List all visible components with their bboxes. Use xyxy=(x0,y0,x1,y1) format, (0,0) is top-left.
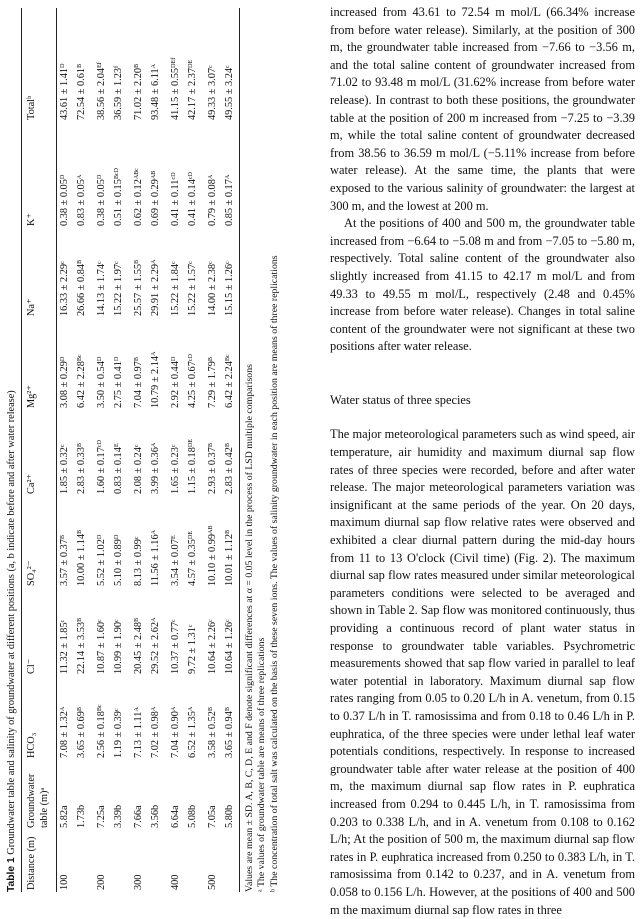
table-row xyxy=(111,8,128,892)
table-cell-total: 38.56 ± 2.04ᴱᶠ xyxy=(95,62,107,120)
spacer xyxy=(330,356,635,373)
table-notes xyxy=(244,8,282,892)
table-row xyxy=(56,8,74,892)
groundwater-table xyxy=(24,8,240,892)
table-cell-table: 3.56b xyxy=(149,804,161,828)
header-k: K⁺ xyxy=(24,122,56,228)
table-cell-distance: 100 xyxy=(58,874,70,890)
table-caption-text: Groundwater table and salinity of groundwater at different positions (a, b indicate before and after water release) xyxy=(6,390,17,855)
table-cell-so4: 4.57 ± 0.35ᴰᴱ xyxy=(186,530,198,586)
table-cell-k: 0.41 ± 0.11ᶜᴰ xyxy=(169,172,181,226)
table-cell-ca: 2.93 ± 0.37ᴮ xyxy=(206,443,218,494)
table-cell-table: 3.39b xyxy=(112,804,124,828)
table-cell-distance xyxy=(74,830,91,892)
table-cell-ca: 2.83 ± 0.42ᴮ xyxy=(222,410,240,496)
table-cell-na: 15.22 ± 1.97ᶜ xyxy=(112,261,124,316)
table-cell-na: 14.00 ± 2.38ᶜ xyxy=(206,261,218,316)
table-cell-total: 71.02 ± 2.20ᴮ xyxy=(132,64,144,120)
table-cell-mg: 7.04 ± 0.97ᴮ xyxy=(132,357,144,408)
table-cell-ca: 2.08 ± 0.24ᶜ xyxy=(132,444,144,494)
table-cell-ca: 2.83 ± 0.33ᴮ xyxy=(75,443,87,494)
table-note: ᵇ The concentration of total salt was calculated on the basis of these seven ions. The values of salinity groundwater in each position are means of three replications xyxy=(269,255,281,892)
table-cell-mg: 10.79 ± 2.14ᴬ xyxy=(149,351,161,408)
table-cell-distance: 200 xyxy=(95,874,107,890)
table-cell-table: 5.82a xyxy=(58,805,70,828)
table-cell-k: 0.38 ± 0.05ᴰ xyxy=(95,174,107,226)
table-cell-total: 72.54 ± 0.61ᴮ xyxy=(75,64,87,120)
table-cell-na: 26.66 ± 0.84ᴮ xyxy=(75,260,87,316)
table-cell-total: 49.55 ± 3.24ᶜ xyxy=(222,8,240,122)
table-cell-total: 49.33 ± 3.07ᶜ xyxy=(206,65,218,120)
header-total: Totalᵇ xyxy=(24,8,56,122)
table-cell-na: 15.15 ± 1.26ᶜ xyxy=(222,228,240,318)
table-cell-ca: 1.60 ± 0.17ᶜᴰ xyxy=(95,440,107,494)
table-cell-distance xyxy=(185,830,202,892)
table-cell-cl: 10.87 ± 1.60ᶜ xyxy=(95,619,107,674)
table-row xyxy=(202,8,222,892)
table-cell-cl: 22.14 ± 3.53ᴮ xyxy=(75,618,87,674)
table-row xyxy=(222,8,240,892)
header-mg: Mg²⁺ xyxy=(24,318,56,410)
table-cell-distance xyxy=(222,830,240,892)
table-caption xyxy=(6,8,19,892)
table-cell-total: 42.17 ± 2.37ᴰᴱ xyxy=(186,59,198,120)
table-cell-hco3: 7.13 ± 1.11ᴬ xyxy=(132,707,144,758)
table-cell-na: 15.22 ± 1.57ᶜ xyxy=(186,261,198,316)
header-hco3: HCO₃ xyxy=(24,676,56,760)
table-cell-distance: 300 xyxy=(132,874,144,890)
table-cell-ca: 1.15 ± 0.18ᴰᴱ xyxy=(186,438,198,494)
table-cell-total: 36.59 ± 1.23ᶠ xyxy=(112,65,124,120)
table-row xyxy=(74,8,91,892)
table-row xyxy=(148,8,165,892)
paragraph-2: At the positions of 400 and 500 m, the groundwater table increased from −6.64 to −5.08 m and from −7.05 to −5.80 m, respectively. Total saline content of the groundwater also slightly increased from 41.15 to 42.17 m mol/L and from 49.33 to 49.55 m mol/L, respectively (2.48 and 0.45% increase from before water release). Changes in total saline content of the groundwater were not significant at these two positions after water release. xyxy=(330,216,635,354)
table-cell-cl: 10.99 ± 1.90ᶜ xyxy=(112,619,124,674)
table-cell-table: 5.08b xyxy=(186,804,198,828)
table-cell-k: 0.41 ± 0.14ᶜᴰ xyxy=(186,172,198,226)
table-row xyxy=(91,8,111,892)
table-cell-cl: 20.45 ± 2.48ᴮ xyxy=(132,618,144,674)
rotated-table xyxy=(0,0,320,900)
table-cell-so4: 3.54 ± 0.07ᴱ xyxy=(169,535,181,586)
table-cell-mg: 3.50 ± 0.54ᴰ xyxy=(95,356,107,408)
header-distance: Distance (m) xyxy=(24,830,56,892)
table-note: Values are mean ± SD. A, B, C, D, E and F denote significant differences at α = 0.05 level in the process of LSD multiple comparisons xyxy=(243,364,255,892)
table-cell-mg: 3.08 ± 0.29ᴰ xyxy=(58,356,70,408)
table-cell-cl: 9.72 ± 1.31ᶜ xyxy=(186,624,198,674)
table-cell-mg: 2.92 ± 0.44ᴰ xyxy=(169,356,181,408)
table-cell-na: 29.91 ± 2.29ᴬ xyxy=(149,259,161,316)
table-cell-cl: 10.37 ± 0.77ᶜ xyxy=(169,619,181,674)
table-cell-k: 0.79 ± 0.08ᴬ xyxy=(206,174,218,226)
table-cell-ca: 1.65 ± 0.23ᶜ xyxy=(169,444,181,494)
table-cell-na: 14.13 ± 1.74ᶜ xyxy=(95,261,107,316)
table-cell-distance xyxy=(111,830,128,892)
table-row xyxy=(128,8,148,892)
table-top-rule xyxy=(21,8,22,892)
table-cell-hco3: 7.08 ± 1.32ᴬ xyxy=(58,706,70,758)
table-cell-so4: 10.00 ± 1.14ᴮ xyxy=(75,530,87,586)
header-groundwater-table: Groundwater table (m)ᵃ xyxy=(24,760,56,830)
table-cell-ca: 1.85 ± 0.32ᶜ xyxy=(58,444,70,494)
table-cell-so4: 5.52 ± 1.02ᴰ xyxy=(95,534,107,586)
table-cell-so4: 8.13 ± 0.99ᶜ xyxy=(132,536,144,586)
table-cell-hco3: 7.04 ± 0.90ᴬ xyxy=(169,706,181,758)
table-cell-mg: 7.29 ± 1.79ᴮ xyxy=(206,357,218,408)
table-cell-cl: 29.52 ± 2.62ᴬ xyxy=(149,617,161,674)
table-cell-total: 41.15 ± 0.55ᴰᴱᶠ xyxy=(169,57,181,120)
table-cell-table: 6.64a xyxy=(169,805,181,828)
table-cell-hco3: 3.58 ± 0.52ᴮ xyxy=(206,707,218,758)
table-cell-table: 1.73b xyxy=(75,804,87,828)
table-cell-hco3: 3.65 ± 0.94ᴮ xyxy=(222,676,240,760)
table-cell-na: 16.33 ± 2.29ᶜ xyxy=(58,261,70,316)
table-cell-na: 25.57 ± 1.55ᴮ xyxy=(132,260,144,316)
table-cell-total: 43.61 ± 1.41ᴰ xyxy=(58,63,70,120)
body-text-column xyxy=(330,4,635,919)
table-note: ᵃ The values of groundwater table are means of three replications xyxy=(256,637,268,892)
table-cell-hco3: 1.19 ± 0.39ᶜ xyxy=(112,708,124,758)
table-cell-hco3: 7.02 ± 0.98ᴬ xyxy=(149,706,161,758)
table-cell-na: 15.22 ± 1.84ᶜ xyxy=(169,261,181,316)
table-cell-mg: 6.42 ± 2.28ᴮᶜ xyxy=(75,354,87,408)
table-row xyxy=(165,8,185,892)
table-cell-so4: 5.10 ± 0.89ᴰ xyxy=(112,534,124,586)
table-row xyxy=(185,8,202,892)
section-heading: Water status of three species xyxy=(330,392,471,407)
table-cell-so4: 3.57 ± 0.37ᴮ xyxy=(58,535,70,586)
table-cell-table: 7.05a xyxy=(206,805,218,828)
table-cell-k: 0.69 ± 0.29ᴬᴮ xyxy=(149,170,161,226)
table-cell-ca: 3.99 ± 0.36ᴬ xyxy=(149,442,161,494)
table-cell-mg: 2.75 ± 0.41ᴰ xyxy=(112,356,124,408)
table-cell-distance xyxy=(148,830,165,892)
table-cell-total: 93.48 ± 6.11ᴬ xyxy=(149,64,161,120)
table-cell-so4: 11.56 ± 1.16ᴬ xyxy=(149,530,161,586)
table-cell-cl: 11.32 ± 1.85ᶜ xyxy=(58,619,70,674)
table-header-row xyxy=(24,8,56,892)
table-caption-label: Table 1 xyxy=(6,857,17,892)
table-cell-cl: 10.64 ± 2.26ᶜ xyxy=(206,619,218,674)
table-cell-cl: 10.64 ± 1.26ᶜ xyxy=(222,588,240,676)
table-cell-hco3: 3.65 ± 0.69ᴮ xyxy=(75,707,87,758)
header-so4: SO₄²⁻ xyxy=(24,496,56,588)
table-cell-so4: 10.01 ± 1.12ᴮ xyxy=(222,496,240,588)
table-cell-k: 0.83 ± 0.05ᴬ xyxy=(75,174,87,226)
paragraph-3: The major meteorological parameters such as wind speed, air temperature, air humidity and maximum diurnal sap flow rates of three species were recorded, before and after water release. The major meteorological parameters variation was insignificant at the same periods of the year. On 20 days, maximum diurnal sap flow relative rates were observed and exhibited a clear diurnal pattern during the mid-day hours from 11 to 13 O'clock (Civil time) (Fig. 2). The maximum diurnal sap flow rates measured under similar meteorological parameters conditions were selected to be averaged and shown in Table 2. Sap flow was monitored continuously, thus providing a continuous record of plant water status in response to groundwater table variables. Psychrometric measurements showed that sap flow varied in parallel to leaf water potential in laboratory. Maximum diurnal sap flow rates ranging from 0.05 to 0.20 L/h in A. venetum, from 0.15 to 0.37 L/h in T. ramosissima and from 0.18 to 0.46 L/h in P. euphratica, of the three species were under lethal leaf water potentials conditions, respectively. In response to increased groundwater table after water release at the position of 400 m, the maximum diurnal sap flow rates in P. euphratica increased from 0.294 to 0.445 L/h, in T. ramosissima from 0.203 to 0.338 L/h, and in A. venetum from 0.108 to 0.162 L/h; At the position of 500 m, the maximum diurnal sap flow rates in P. euphratica increased from 0.250 to 0.383 L/h, in T. ramosissima from 0.142 to 0.237, and in A. venetum from 0.058 to 0.156 L/h. However, at the positions of 400 and 500 m the maximum diurnal sap flow rates in three xyxy=(330,427,635,917)
header-na: Na⁺ xyxy=(24,228,56,318)
table-cell-k: 0.62 ± 0.12ᴬᴮᶜ xyxy=(132,168,144,226)
table-cell-table: 7.66a xyxy=(132,805,144,828)
table-cell-k: 0.85 ± 0.17ᴬ xyxy=(222,122,240,228)
table-cell-hco3: 2.56 ± 0.18ᴮᶜ xyxy=(95,704,107,758)
table-cell-table: 5.80b xyxy=(222,760,240,830)
header-ca: Ca²⁺ xyxy=(24,410,56,496)
table-cell-table: 7.25a xyxy=(95,805,107,828)
header-cl: Cl⁻ xyxy=(24,588,56,676)
table-cell-mg: 6.42 ± 2.24ᴮᶜ xyxy=(222,318,240,410)
table-cell-distance: 500 xyxy=(206,874,218,890)
table-cell-k: 0.38 ± 0.05ᴰ xyxy=(58,174,70,226)
paragraph-1: increased from 43.61 to 72.54 m mol/L (66.34% increase from before water release). Similarly, at the position of 300 m, the groundwater table increased from −7.66 to −3.56 m, and the total saline content of groundwater increased from 71.02 to 93.48 m mol/L (31.62% increase from before water release). In contrast to both these positions, the groundwater table at the position of 200 m increased from −7.25 to −3.39 m, while the total saline content of groundwater decreased from 38.56 to 36.59 m mol/L (−5.11% increase from before water release). At the same time, the plants that were exposed to the various salinity of groundwater: the largest at 300 m, and the lowest at 200 m. xyxy=(330,5,635,213)
table-cell-ca: 0.83 ± 0.14ᴱ xyxy=(112,443,124,494)
table-cell-so4: 10.10 ± 0.99ᴬᴮ xyxy=(206,525,218,586)
table-panel xyxy=(0,0,320,900)
table-cell-k: 0.51 ± 0.15ᴮᶜᴰ xyxy=(112,168,124,226)
table-cell-hco3: 6.52 ± 1.35ᴬ xyxy=(186,706,198,758)
table-cell-mg: 4.25 ± 0.67ᶜᴰ xyxy=(186,354,198,408)
table-cell-distance: 400 xyxy=(169,874,181,890)
